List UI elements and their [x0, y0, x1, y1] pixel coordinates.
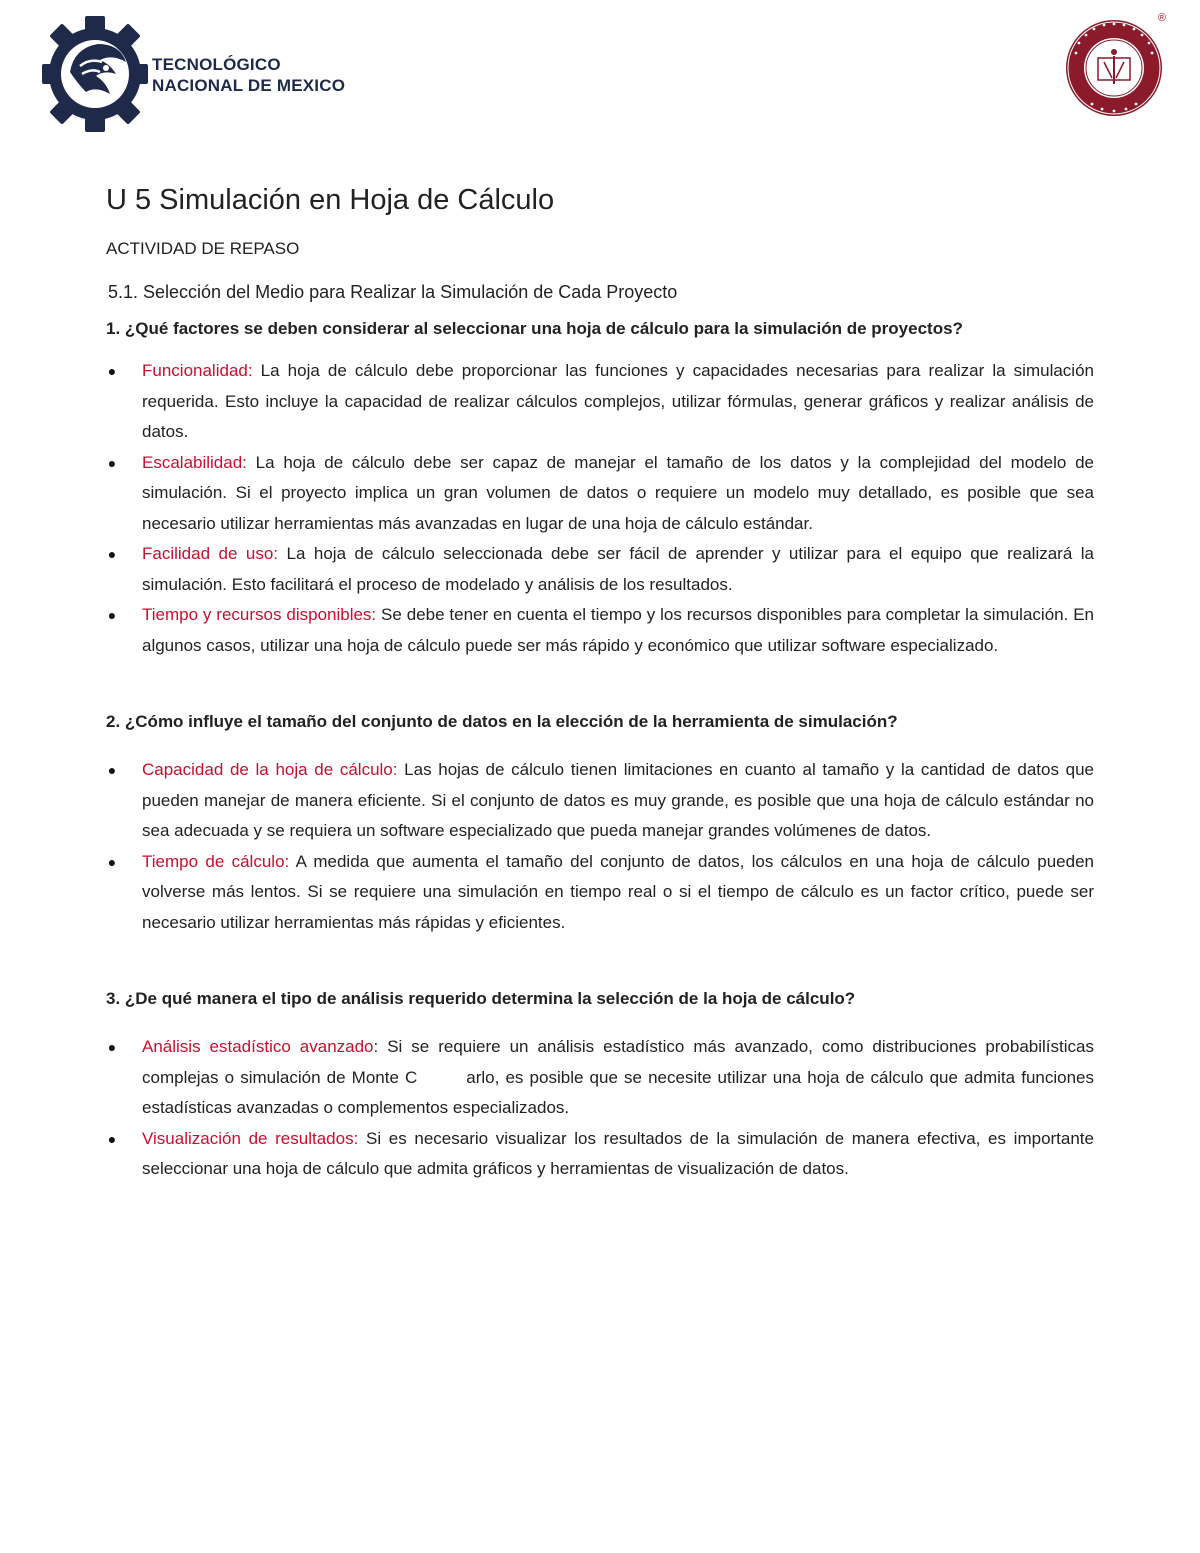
section-heading: 5.1. Selección del Medio para Realizar la Simulación de Cada Proyecto: [108, 282, 678, 302]
list-item: [106, 755, 1094, 847]
registered-mark: ®: [1157, 12, 1166, 24]
item-text: La hoja de cálculo seleccionada debe ser fácil de aprender y utilizar para el equipo que realizará la simulación. Esto facilitará el proceso de modelado y análisis de los resultados.: [142, 544, 1094, 594]
question-3: 3. ¿De qué manera el tipo de análisis requerido determina la selección de la hoja de cálculo?: [106, 989, 856, 1008]
activity-label: ACTIVIDAD DE REPASO: [106, 239, 300, 258]
item-text: Si es necesario visualizar los resultados de la simulación de manera efectiva, es importante seleccionar una hoja de cálculo que admita gráficos y herramientas de visualización de datos.: [142, 1128, 1094, 1178]
list-item: [106, 448, 1094, 540]
document-body: [106, 180, 1099, 1185]
bullet-icon: ●: [107, 546, 117, 562]
item-text: : Si se requiere un análisis estadístico más avanzado, como distribuciones probabilísticas complejas o simulación de Monte C arlo, es posible que se necesite utilizar una hoja de cálculo que admita funciones estadísticas avanzadas o complementos especializados.: [142, 1037, 1099, 1117]
item-text: La hoja de cálculo debe proporcionar las funciones y capacidades necesarias para realizar la simulación requerida. Esto incluye la capacidad de realizar cálculos complejos, utilizar fórmulas, generar gráficos y realizar análisis de datos.: [142, 361, 1094, 441]
item-text: A medida que aumenta el tamaño del conjunto de datos, los cálculos en una hoja de cálculo pueden volverse más lentos. Si se requiere una simulación en tiempo real o si el tiempo de cálculo es un factor crítico, puede ser necesario utilizar herramientas más rápidas y eficientes.: [142, 851, 1094, 932]
list-item: [106, 600, 1094, 661]
term: Facilidad de uso:: [142, 544, 279, 563]
item-text: Se debe tener en cuenta el tiempo y los recursos disponibles para completar la simulación. En algunos casos, utilizar una hoja de cálculo puede ser más rápido y económico que utilizar software especializado.: [142, 605, 1094, 655]
tecnm-logo: [40, 14, 360, 134]
term: Análisis estadístico avanzado: [142, 1037, 374, 1056]
tecnm-gear-logo-icon: [40, 14, 150, 134]
list-item: [106, 1124, 1094, 1185]
org-name-line2: NACIONAL DE MEXICO: [152, 76, 346, 95]
org-name-line1: TECNOLÓGICO: [152, 55, 281, 74]
question-1: 1. ¿Qué factores se deben considerar al seleccionar una hoja de cálculo para la simulación de proyectos?: [106, 319, 963, 338]
answer-list-2: [106, 755, 1094, 938]
bullet-icon: ●: [107, 454, 117, 471]
list-item: [106, 356, 1094, 448]
term: Capacidad de la hoja de cálculo:: [142, 760, 398, 779]
instituto-tecnologico-merida-seal-icon: [1062, 10, 1172, 120]
item-text: Las hojas de cálculo tienen limitaciones en cuanto al tamaño y la cantidad de datos que pueden manejar de manera eficiente. Si el conjunto de datos es muy grande, es posible que una hoja de cálculo estándar no sea adecuada y se requiera un software especializado que pueda manejar grandes volúmenes de datos.: [142, 760, 1094, 840]
itm-seal-logo: [1062, 10, 1172, 120]
term: Tiempo de cálculo:: [142, 851, 290, 871]
term: Funcionalidad:: [142, 361, 253, 380]
org-name: [152, 54, 345, 96]
bullet-icon: ●: [107, 607, 117, 623]
list-item: [106, 539, 1094, 600]
term: Visualización de resultados:: [142, 1128, 359, 1148]
list-item: [106, 1032, 1099, 1124]
term: Escalabilidad:: [142, 452, 247, 472]
question-2: 2. ¿Cómo influye el tamaño del conjunto de datos en la elección de la herramienta de simulación?: [106, 712, 898, 731]
answer-list-1: [106, 356, 1094, 661]
list-item: [106, 847, 1094, 939]
answer-list-3: [106, 1032, 1099, 1185]
bullet-icon: ●: [107, 762, 117, 778]
item-text: La hoja de cálculo debe ser capaz de manejar el tamaño de los datos y la complejidad del modelo de simulación. Si el proyecto implica un gran volumen de datos o requiere un modelo muy detallado, es posible que sea necesario utilizar herramientas más avanzadas en lugar de una hoja de cálculo estándar.: [142, 452, 1094, 533]
term: Tiempo y recursos disponibles:: [142, 605, 377, 624]
bullet-icon: ●: [107, 1130, 117, 1147]
bullet-icon: ●: [107, 1039, 117, 1055]
page-title: U 5 Simulación en Hoja de Cálculo: [106, 184, 555, 216]
bullet-icon: ●: [107, 853, 117, 870]
bullet-icon: ●: [107, 363, 117, 379]
